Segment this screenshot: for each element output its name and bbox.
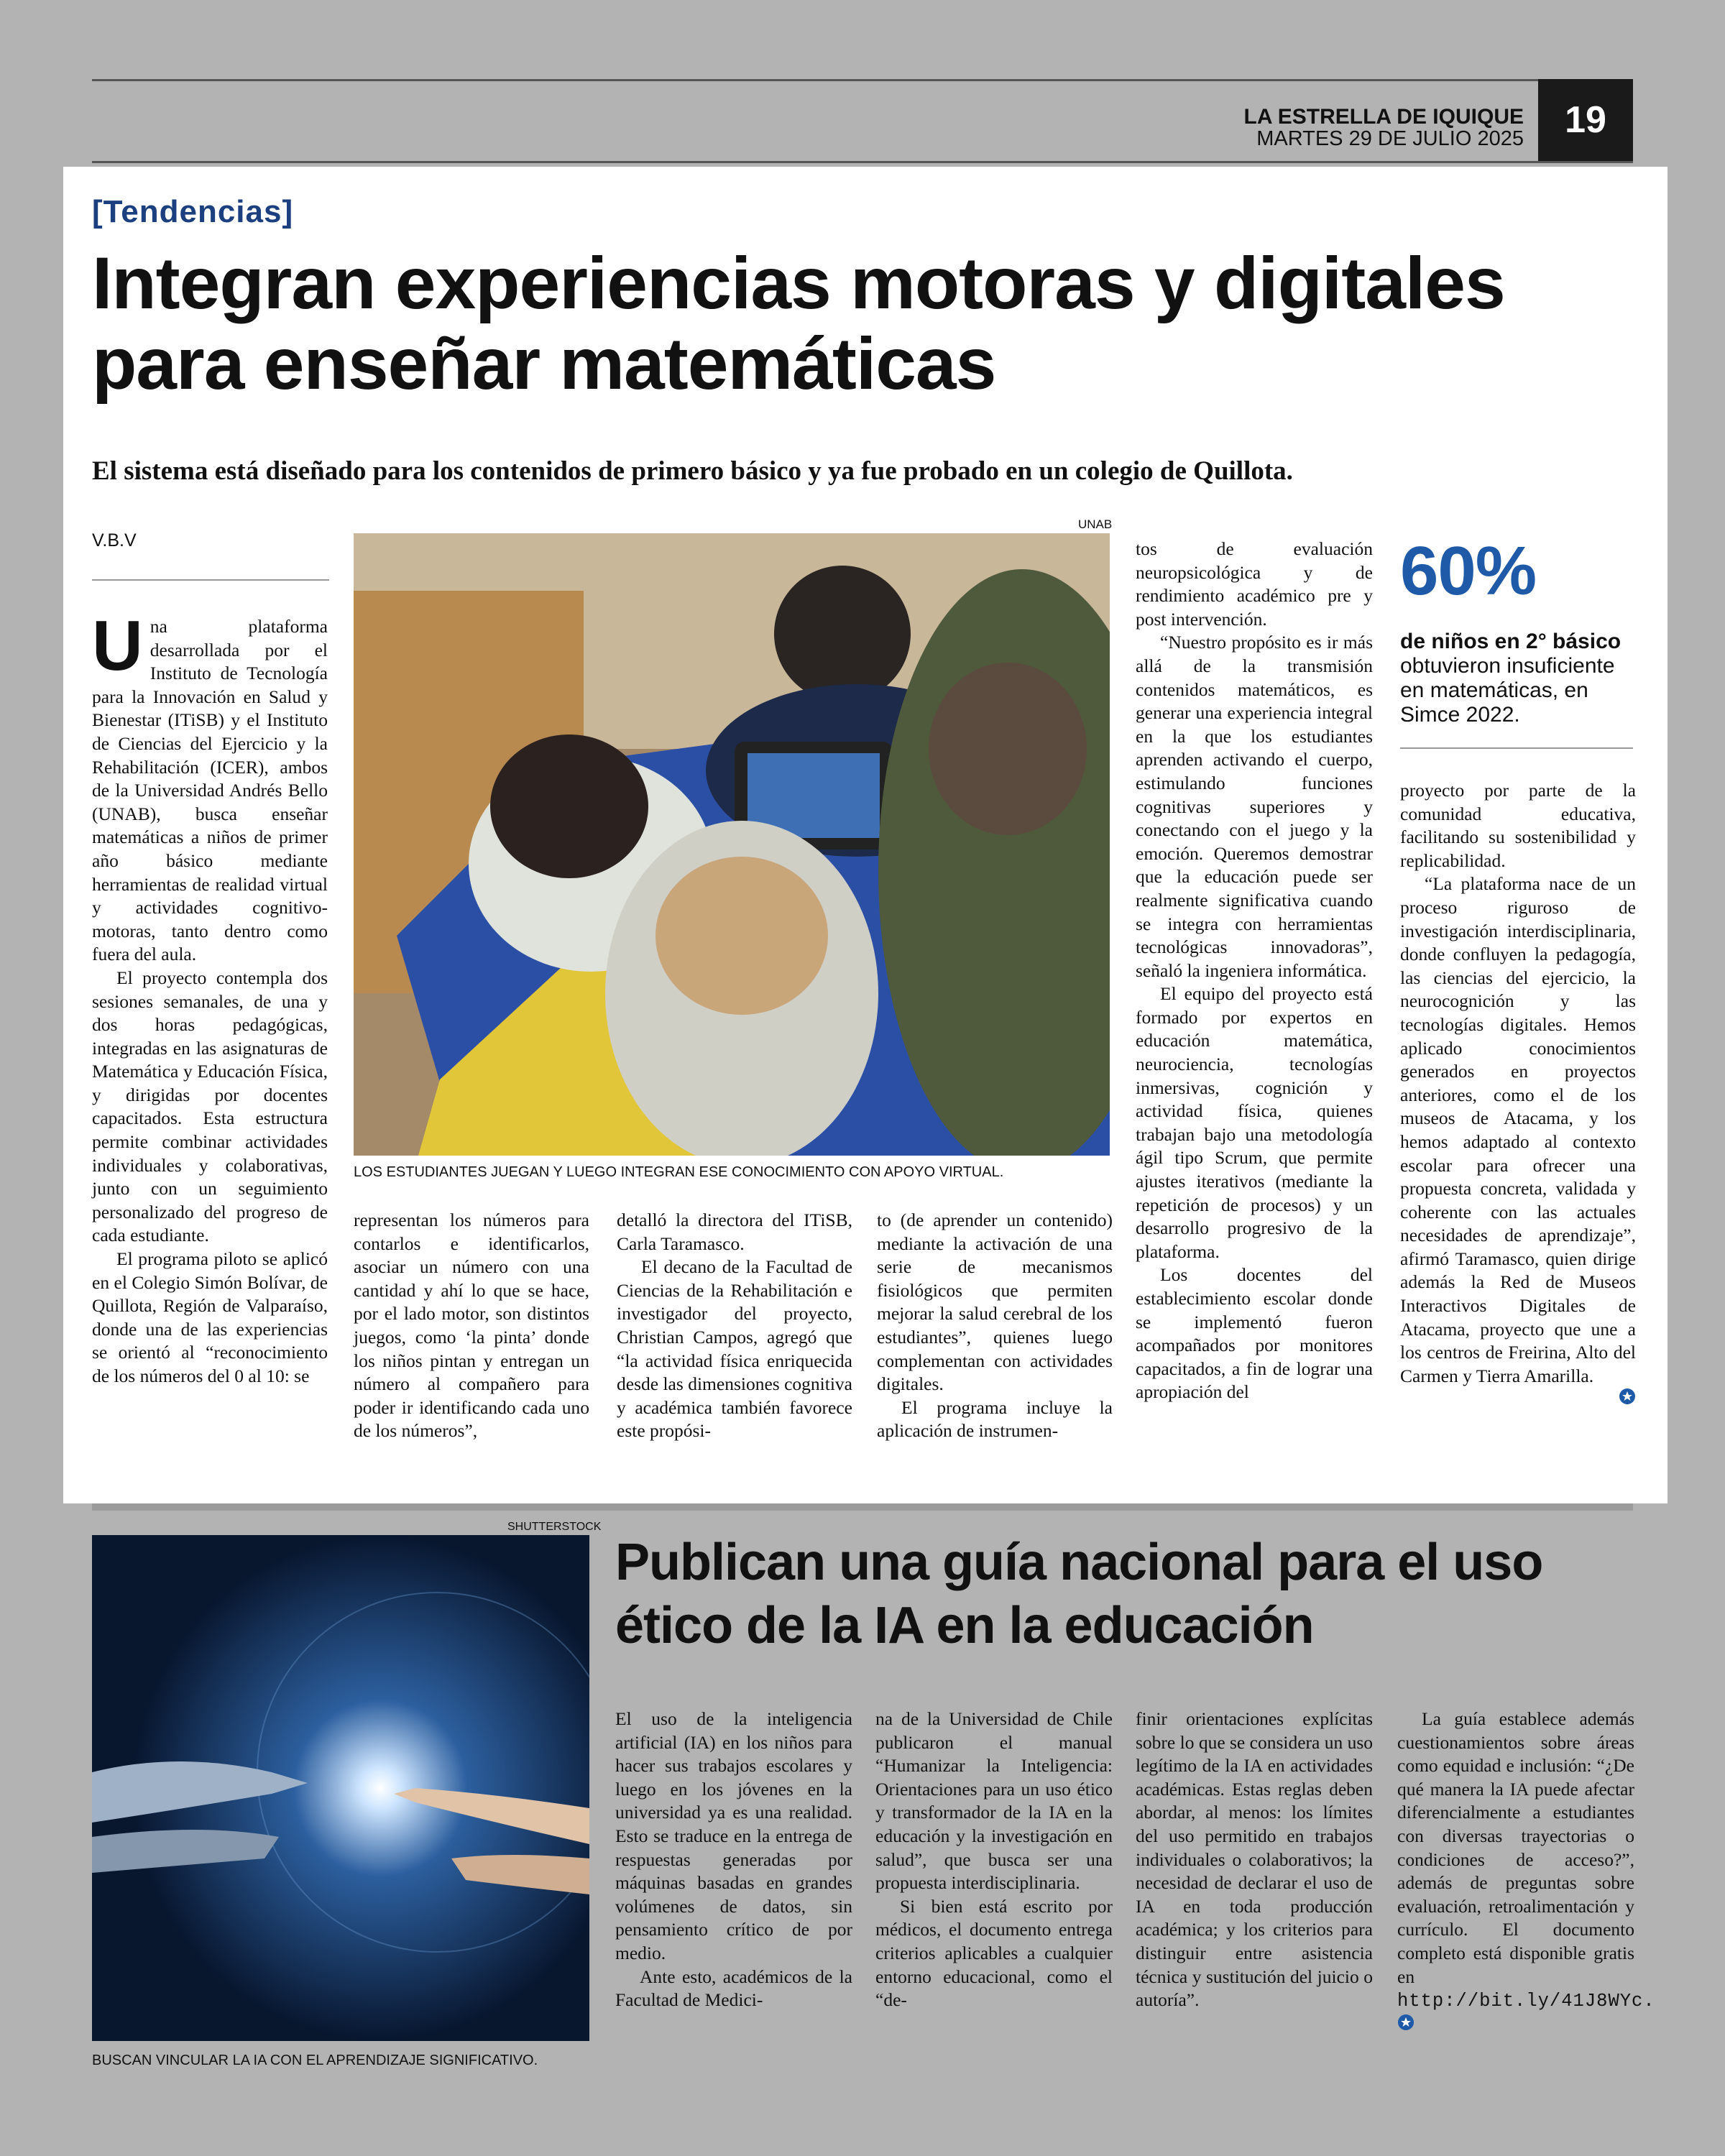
paragraph: El programa piloto se aplicó en el Colegio Simón Bolívar, de Quillota, Región de Valparaíso, donde una de las experiencias se orientó al “reconocimiento de los números del 0 al 10: se (92, 1248, 328, 1386)
header-rule (92, 161, 1633, 163)
main-subheadline: El sistema está diseñado para los contenidos de primero básico y ya fue probado en un colegio de Quillota. (92, 456, 1293, 486)
paragraph: na de la Universidad de Chile publicaron el manual “Humanizar la Inteligencia: Orientaciones para un uso ético y transformador de la IA en la educación y la investigación en salud”, que busca ser una propuesta interdisciplinaria. (875, 1708, 1113, 1894)
paragraph: to (de aprender un contenido) mediante la activación de una serie de mecanismos fisiológicos que permiten mejorar la salud cerebral de los estudiantes”, quienes luego complementan con actividades digitales. (877, 1210, 1113, 1395)
ai-headline: Publican una guía nacional para el uso ético de la IA en la educación (615, 1534, 1543, 1654)
ai-column-4 (1397, 1708, 1655, 2037)
paragraph: “La plataforma nace de un proceso riguroso de investigación interdisciplinaria, donde confluyen la pedagogía, las ciencias del ejercicio, la neurocognición y las tecnologías digitales. Hemos aplicado conocimientos generados en proyectos anteriores, como el de los museos de Atacama, y los hemos adaptado al contexto escolar para ofrecer una propuesta concreta, validada y coherente con las actuales necesidades de aprendizaje”, afirmó Taramasco, quien dirige además la Red de Museos Interactivos Digitales de Atacama, proyecto que une a los centros de Freirina, Alto del Carmen y Tierra Amarilla. (1400, 873, 1636, 1386)
drop-cap: U (92, 606, 143, 685)
article-column-2 (354, 1209, 589, 1443)
paragraph: detalló la directora del ITiSB, Carla Taramasco. (617, 1210, 852, 1254)
stat-rule (1400, 747, 1633, 749)
paragraph: tos de evaluación neuropsicológica y de rendimiento académico pre y post intervención. (1136, 538, 1373, 630)
main-headline: Integran experiencias motoras y digitales para enseñar matemáticas (92, 242, 1505, 405)
paragraph: finir orientaciones explícitas sobre lo que se considera un uso legítimo de la IA en actividades académicas. Estas reglas deben abordar, al menos: los límites del uso permitido en trabajos individuales o colaborativos; la necesidad de declarar el uso de IA en toda producción académica; y los criterios para distinguir entre asistencia técnica y sustitución del juicio o autoría”. (1136, 1708, 1374, 2011)
paragraph: El equipo del proyecto está formado por expertos en educación matemática, neurociencia, tecnologías inmersivas, cognición y actividad física, quienes trabajan bajo una metodología ágil tipo Scrum, que permite ajustes iterativos (mediante la repetición de procesos) y un desarrollo progresivo de la plataforma. (1136, 983, 1373, 1262)
document-link[interactable]: http://bit.ly/41J8WYc. (1397, 1991, 1655, 2012)
paragraph: El programa incluye la aplicación de instrumen- (877, 1396, 1113, 1442)
masthead (1244, 106, 1524, 149)
paragraph: na plataforma desarrollada por el Instituto de Tecnología para la Innovación en Salud y Bienestar (ITiSB) y el Instituto de Ciencias del Ejercicio y la Rehabilitación (ICER), ambos de la Universidad Andrés Bello (UNAB), busca enseñar matemáticas a niños de primer año básico mediante herramientas de realidad virtual y actividades cognitivo-motoras, tanto dentro como fuera del aula. (92, 616, 328, 965)
stat-description (1400, 630, 1639, 727)
paragraph: Si bien está escrito por médicos, el documento entrega criterios aplicables a cualquier entorno educacional, como el “de- (875, 1895, 1113, 2011)
stat-highlight: de niños en 2° básico (1400, 630, 1622, 653)
page-number: 19 (1538, 79, 1633, 161)
stat-text: obtuvieron insuficiente en matemáticas, en Simce 2022. (1400, 654, 1615, 727)
star-circle-icon (1397, 2014, 1414, 2031)
paragraph (1397, 1708, 1655, 2014)
article-column-4 (877, 1209, 1113, 1443)
article-column-6 (1400, 779, 1636, 1411)
section-tag: [Tendencias] (92, 194, 294, 229)
star-circle-icon (1619, 1388, 1636, 1405)
article-column-5 (1136, 538, 1373, 1404)
photo-caption: BUSCAN VINCULAR LA IA CON EL APRENDIZAJE SIGNIFICATIVO. (92, 2053, 538, 2068)
ai-column-3 (1136, 1708, 1373, 2012)
article-column-1 (92, 606, 328, 1388)
paragraph: proyecto por parte de la comunidad educativa, facilitando su sostenibilidad y replicabilidad. (1400, 780, 1636, 871)
stat-value: 60% (1400, 533, 1537, 609)
photo-caption: LOS ESTUDIANTES JUEGAN Y LUEGO INTEGRAN ESE CONOCIMIENTO CON APOYO VIRTUAL. (354, 1164, 1004, 1180)
paragraph: El proyecto contempla dos sesiones semanales, de una y dos horas pedagógicas, integradas en las asignaturas de Matemática y Educación Física, y dirigidas por docentes capacitados. Esta estructura permite combinar actividades individuales y colaborativas, junto con un seguimiento personalizado del progreso de cada estudiante. (92, 967, 328, 1246)
paragraph-text: La guía establece además cuestionamientos sobre áreas como equidad e inclusión: “¿De qué manera la IA puede afectar diferencialmente a estudiantes con diversas trayectorias o condiciones de acceso?”, además de preguntas sobre evaluación, retroalimentación y currículo. El documento completo está disponible gratis en (1397, 1708, 1634, 1987)
photo-credit: SHUTTERSTOCK (507, 1521, 602, 1533)
paragraph: El decano de la Facultad de Ciencias de la Rehabilitación e investigador del proyecto, Christian Campos, agregó que “la actividad física enriquecida desde las dimensiones cognitiva y académica también favorece este propósi- (617, 1256, 852, 1442)
ai-hand-photo (92, 1535, 589, 2041)
paragraph: Ante esto, académicos de la Facultad de Medici- (615, 1966, 852, 2011)
paragraph: Los docentes del establecimiento escolar donde se implementó fueron acompañados por monitores capacitados, a fin de lograr una apropiación del (1136, 1264, 1373, 1403)
byline: V.B.V (92, 530, 137, 550)
ai-column-2 (875, 1708, 1113, 2012)
byline-rule (92, 579, 329, 581)
article-column-3 (617, 1209, 852, 1443)
paragraph: El uso de la inteligencia artificial (IA) en los niños para hacer sus trabajos escolares y luego en los jóvenes en la universidad ya es una realidad. Esto se traduce en la entrega de respuestas generadas por máquinas basadas en grandes volúmenes de datos, sin pensamiento crítico de por medio. (615, 1708, 852, 1963)
issue-date: MARTES 29 DE JULIO 2025 (1256, 127, 1524, 150)
section-divider (92, 1503, 1633, 1511)
paragraph: representan los números para contarlos e identificarlos, asociar un número con una cantidad y ahí lo que se hace, por el lado motor, son distintos juegos, como ‘la pinta’ donde los niños pintan y entregan un número al compañero para poder ir identificando cada uno de los números”, (354, 1210, 589, 1442)
ai-column-1 (615, 1708, 852, 2012)
newspaper-name: LA ESTRELLA DE IQUIQUE (1243, 105, 1524, 129)
paragraph: “Nuestro propósito es ir más allá de la transmisión contenidos matemáticos, es generar una experiencia integral en la que los estudiantes aprenden activando el cuerpo, estimulando funciones cognitivas superiores y conectando con el juego y la emoción. Queremos demostrar que la educación puede ser realmente significativa cuando se integra con herramientas tecnológicas innovadoras”, señaló la ingeniera informática. (1136, 632, 1373, 981)
top-rule (92, 79, 1633, 81)
photo-credit: UNAB (1078, 517, 1113, 531)
classroom-photo (354, 533, 1110, 1156)
